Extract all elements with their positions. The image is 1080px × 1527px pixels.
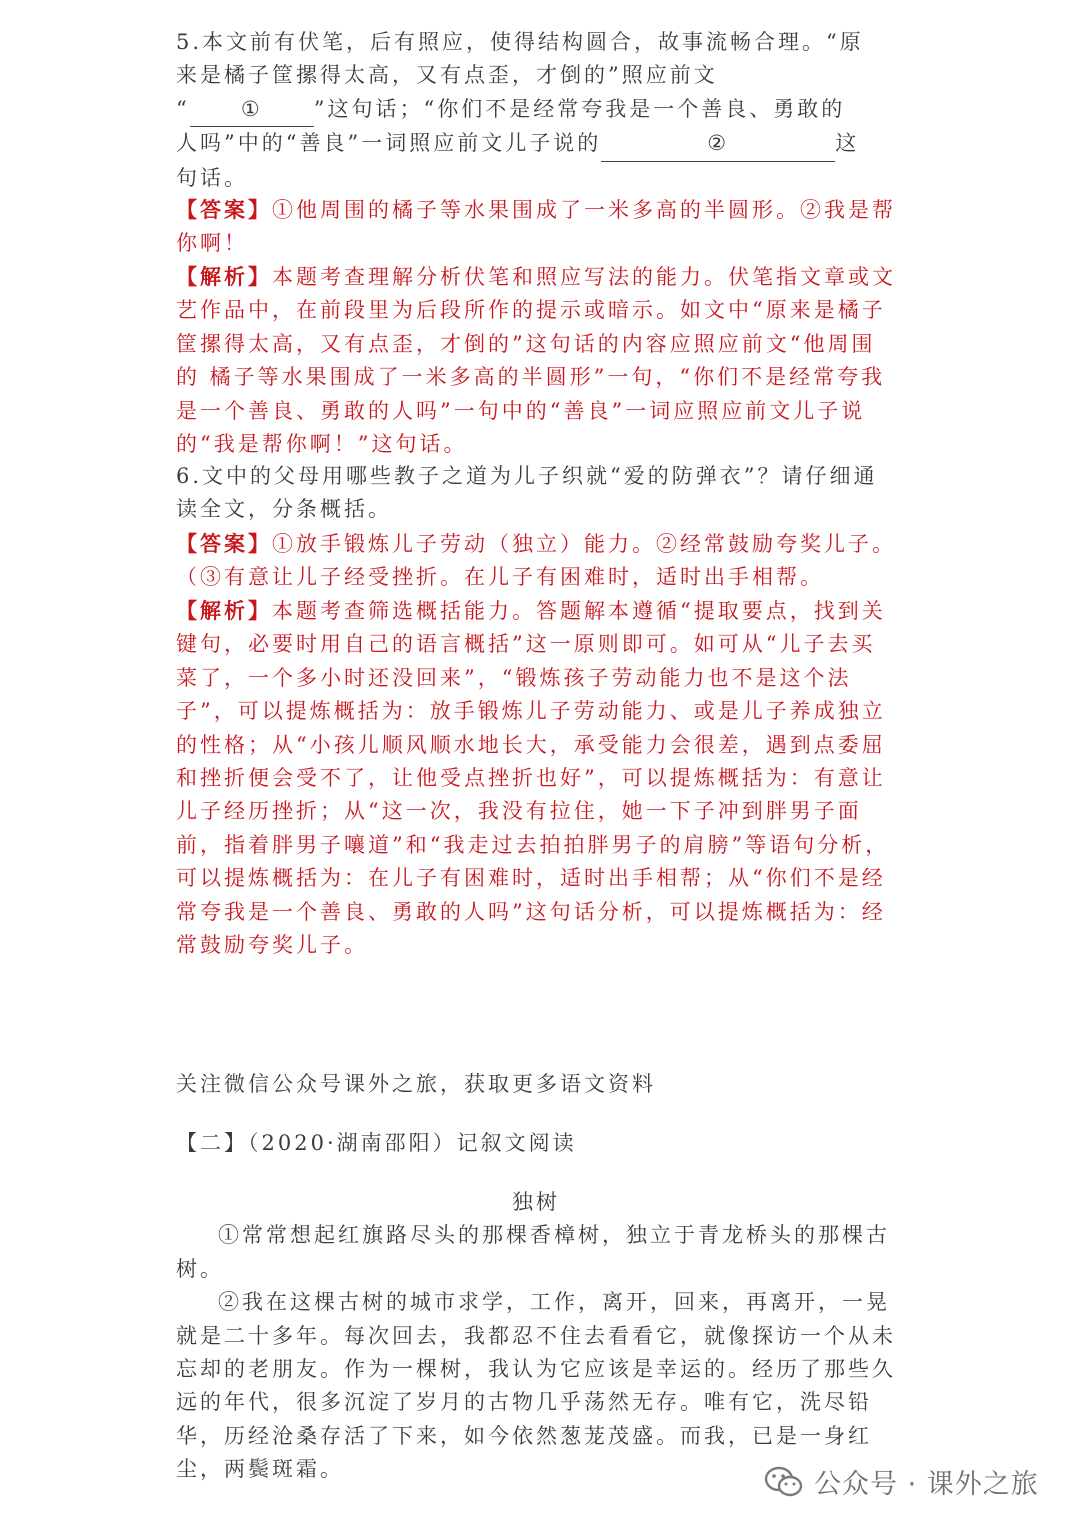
watermark bbox=[764, 1462, 1039, 1501]
question-5-line-5: 句话。 bbox=[176, 165, 248, 190]
analysis-text: 本题考查筛选概括能力。答题解本遵循“提取要点，找到关键句，必要时用自己的语言概括”这一原则即可。如可从“儿子去买菜了，一个多小时还没回来”，“锻炼孩子劳动能力也不是这个法子”，可以提炼概括为：放手锻炼儿子劳动能力、或是儿子养成独立的性格；从“小孩儿顺风顺水地长大，承受能力会很差，遇到点委屈和挫折便会受不了，让他受点挫折也好”，可以提炼概括为：有意让儿子经历挫折；从“这一次，我没有拉住，她一下子冲到胖男子面前，指着胖男子嚷道”和“我走过去拍拍胖男子的肩膀”等语句分析，可以提炼概括为：在儿子有困难时，适时出手相帮；从“你们不是经常夸我是一个善良、勇敢的人吗”这句话分析，可以提炼概括为：经常鼓励夸奖儿子。 bbox=[176, 599, 890, 958]
answer-text: ①放手锻炼儿子劳动（独立）能力。②经常鼓励夸奖儿子。（③有意让儿子经受挫折。在儿子有困难时，适时出手相帮。 bbox=[176, 532, 896, 590]
quote-open: “ bbox=[176, 96, 190, 121]
question-5-analysis bbox=[176, 260, 896, 461]
question-5-answer bbox=[176, 193, 896, 261]
question-6-text: 6.文中的父母用哪些教子之道为儿子织就“爱的防弹衣”？请仔细通读全文，分条概括。 bbox=[176, 464, 878, 522]
answer-tag: 【答案】 bbox=[176, 531, 272, 556]
question-5-line-2: 来是橘子筐摞得太高，又有点歪，才倒的”照应前文 bbox=[176, 63, 718, 88]
question-5-line-4 bbox=[176, 127, 896, 161]
answer-tag: 【答案】 bbox=[176, 197, 272, 222]
question-5-line-4-text: 人吗”中的“善良”一词照应前文儿子说的 bbox=[176, 131, 602, 156]
article-paragraph-1: ①常常想起红旗路尽头的那棵香樟树，独立于青龙桥头的那棵古树。 bbox=[176, 1223, 890, 1281]
answer-text: ①他周围的橘子等水果围成了一米多高的半圆形。②我是帮你啊！ bbox=[176, 198, 896, 256]
answer-blank-1: ① bbox=[190, 93, 314, 127]
analysis-text: 本题考查理解分析伏笔和照应写法的能力。伏笔指文章或文艺作品中，在前段里为后段所作的提示或暗示。如文中“原来是橘子筐摞得太高，又有点歪，才倒的”这句话的内容应照应前文“他周围的 橘子等水果围成了一米多高的半圆形”一句，“你们不是经常夸我是一个善良、勇敢的人吗”一句中的“善良”一词应照应前文儿子说的“我是帮你啊！”这句话。 bbox=[176, 265, 896, 457]
answer-blank-2: ② bbox=[601, 127, 835, 161]
question-6-answer bbox=[176, 527, 896, 595]
watermark-text: 公众号 · 课外之旅 bbox=[814, 1469, 1039, 1500]
question-6 bbox=[176, 460, 896, 527]
question-5-line-1: 5.本文前有伏笔，后有照应，使得结构圆合，故事流畅合理。“原 bbox=[176, 30, 864, 54]
question-5 bbox=[176, 26, 896, 195]
question-5-line-3 bbox=[176, 93, 896, 127]
analysis-tag: 【解析】 bbox=[176, 598, 272, 623]
analysis-tag: 【解析】 bbox=[176, 264, 272, 289]
question-5-line-4-end: 这 bbox=[835, 131, 860, 156]
question-6-analysis bbox=[176, 594, 896, 962]
follow-note: 关注微信公众号课外之旅，获取更多语文资料 bbox=[176, 1072, 656, 1096]
article-title: 独树 bbox=[512, 1190, 560, 1214]
article-paragraph-2: ②我在这棵古树的城市求学，工作，离开，回来，再离开，一晃就是二十多年。每次回去，我都忍不住去看看它，就像探访一个从未忘却的老朋友。作为一棵树，我认为它应该是幸运的。经历了那些久远的年代，很多沉淀了岁月的古物几乎荡然无存。唯有它，洗尽铅华，历经沧桑存活了下来，如今依然葱茏茂盛。而我，已是一身红尘，两鬓斑霜。 bbox=[176, 1290, 896, 1482]
question-5-line-3-text: ”这句话；“你们不是经常夸我是一个善良、勇敢的 bbox=[313, 96, 846, 121]
section-heading: 【二】（2020·湖南邵阳）记叙文阅读 bbox=[176, 1131, 577, 1155]
wechat-icon bbox=[764, 1465, 804, 1499]
article bbox=[176, 1186, 896, 1487]
